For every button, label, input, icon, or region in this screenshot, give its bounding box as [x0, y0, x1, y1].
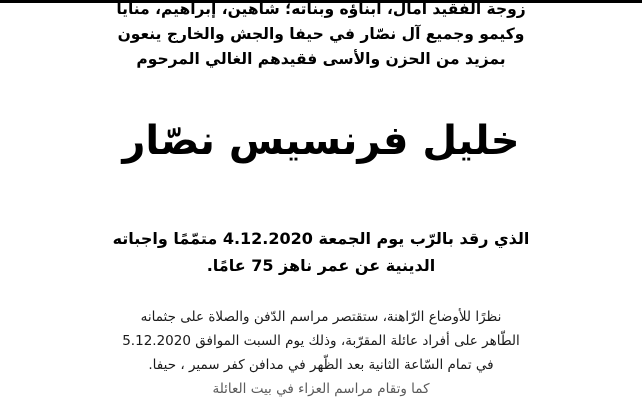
rest-line-2: الدينية عن عمر ناهز 75 عامًا.	[206, 255, 436, 275]
details-line-2: الطّاهر على أفراد عائلة المقرّبة، وذلك يوم السبت الموافق 5.12.2020	[122, 333, 520, 350]
details-line-cutoff: كما وتقام مراسم العزاء في بيت العائلة	[212, 381, 430, 398]
rest-line-1: الذي رقد بالرّب يوم الجمعة 4.12.2020 متمّمًا واجباته	[112, 229, 530, 249]
intro-paragraph	[34, 0, 608, 72]
intro-line-2: وكيمو وجميع آل نصّار في حيفا والجش والخارج ينعون	[117, 25, 525, 44]
details-line-3: في تمام السّاعة الثانية بعد الظّهر في مدافن كفر سمير ، حيفا.	[148, 357, 494, 374]
details-paragraph	[34, 279, 608, 398]
deceased-name: خليل فرنسيس نصّار	[122, 118, 520, 165]
details-line-1: نظرًا للأوضاع الرّاهنة، ستقتصر مراسم الدّفن والصلاة على جثمانه	[140, 309, 502, 326]
intro-line-1: زوجة الفقيد آمال، ابناؤه وبناته؛ شاهين، إبراهيم، منايا	[116, 0, 526, 18]
rest-paragraph	[34, 172, 608, 279]
intro-line-3: بمزيد من الحزن والأسى فقيدهم الغالي المرحوم	[136, 50, 506, 69]
